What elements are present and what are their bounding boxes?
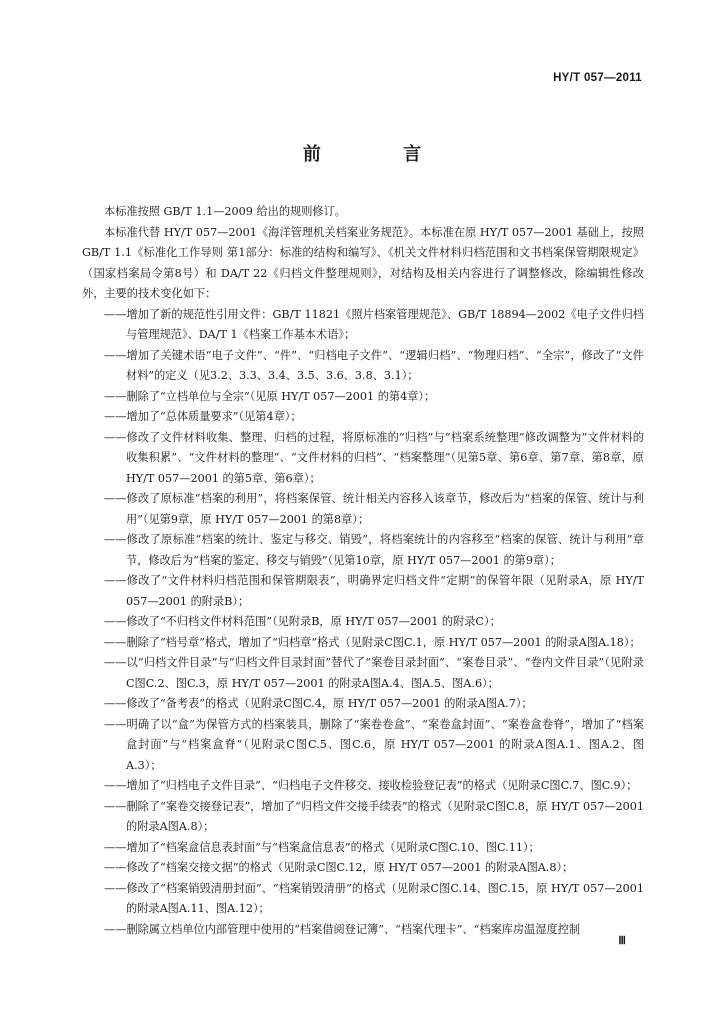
change-item: ——修改了“备考表”的格式（见附录C图C.4，原 HY/T 057—2001 的附录A图A.7）； bbox=[104, 697, 533, 710]
change-item: ——增加了“档案盒信息表封面”与“档案盒信息表”的格式（见附录C图C.10、图C.11）； bbox=[104, 840, 540, 854]
change-item: ——修改了“档案销毁清册封面”、“档案销毁清册”的格式（见附录C图C.14、图C.15，原 HY/T 057—2001 的附录A图A.11、图A.12）； bbox=[104, 881, 644, 915]
change-item: ——删除属立档单位内部管理中使用的“档案借阅登记簿”、“档案代理卡”、“档案库房温湿度控制 bbox=[104, 922, 581, 936]
change-item: ——修改了“文件材料归档范围和保管期限表”，明确界定归档文件“定期”的保管年限（见附录A，原 HY/T 057—2001 的附录B）； bbox=[104, 574, 644, 608]
page-number: Ⅲ bbox=[618, 935, 626, 947]
change-item: ——删除了“档号章”格式，增加了“归档章”格式（见附录C图C.1，原 HY/T 057—2001 的附录A图A.18）； bbox=[104, 635, 641, 649]
change-item: ——删除了“立档单位与全宗”（见原 HY/T 057—2001 的第4章）； bbox=[104, 389, 436, 403]
foreword-body bbox=[82, 202, 644, 940]
change-item: ——增加了“归档电子文件目录”、“归档电子文件移交、接收检验登记表”的格式（见附录C图C.7、图C.9）； bbox=[104, 779, 638, 792]
change-item: ——修改了原标准“档案的利用”，将档案保管、统计相关内容移入该章节，修改后为“档案的保管、统计与利用”（见第9章，原 HY/T 057—2001 的第8章）； bbox=[104, 492, 644, 526]
change-item: ——修改了“不归档文件材料范围”（见附录B，原 HY/T 057—2001 的附录C）； bbox=[104, 615, 501, 628]
change-item: ——增加了“总体质量要求”（见第4章）； bbox=[104, 410, 302, 423]
change-item: ——修改了文件材料收集、整理、归档的过程，将原标准的“归档”与“档案系统整理”修改调整为“文件材料的收集积累”、“文件材料的整理”、“文件材料的归档”、“档案整理”（见第5章、第6章、第7章、第8章，原 HY/T 057—2001 的第5章、第6章）； bbox=[104, 430, 644, 485]
change-item: ——增加了关键术语“电子文件”、“件”、“归档电子文件”、“逻辑归档”、“物理归档”、“全宗”，修改了“文件材料”的定义（见3.2、3.3、3.4、3.5、3.6、3.8、3.1）； bbox=[104, 348, 644, 382]
change-item: ——以“归档文件目录”与“归档文件目录封面”替代了“案卷目录封面”、“案卷目录”、“卷内文件目录”（见附录C图C.2、图C.3，原 HY/T 057—2001 的附录A图A.4、图A.5、图A.6）； bbox=[104, 656, 644, 690]
change-item: ——明确了以“盒”为保管方式的档案装具，删除了“案卷卷盒”、“案卷盒封面”、“案卷盒卷脊”，增加了“档案盒封面”与“档案盒脊”（见附录C图C.5、图C.6，原 HY/T 057—2001 的附录A图A.1、图A.2、图A.3）； bbox=[104, 717, 644, 772]
change-item: ——修改了“档案交接文据”的格式（见附录C图C.12，原 HY/T 057—2001 的附录A图A.8）； bbox=[104, 861, 574, 874]
page-title: 前 言 bbox=[302, 144, 460, 165]
change-item: ——增加了新的规范性引用文件：GB/T 11821《照片档案管理规范》、GB/T 18894—2002《电子文件归档与管理规范》、DA/T 1《档案工作基本术语》； bbox=[104, 307, 644, 341]
standard-code-header: HY/T 057—2011 bbox=[553, 72, 642, 84]
intro-paragraph-2: 本标准代替 HY/T 057—2001《海洋管理机关档案业务规范》。本标准在原 HY/T 057—2001 基础上，按照 GB/T 1.1《标准化工作导则 第1部分：标准的结构和编写》、《机关文件材料归档范围和文书档案保管期限规定》（国家档案局令第8号）和 DA/T 22《归档文件整理规则》，对结构及相关内容进行了调整修改，除编辑性修改外，主要的技术变化如下： bbox=[82, 225, 644, 300]
intro-paragraph-1: 本标准按照 GB/T 1.1—2009 给出的规则修订。 bbox=[104, 205, 346, 218]
change-item: ——删除了“案卷交接登记表”，增加了“归档文件交接手续表”的格式（见附录C图C.8，原 HY/T 057—2001 的附录A图A.8）； bbox=[104, 799, 644, 833]
change-item: ——修改了原标准“档案的统计、鉴定与移交、销毁”，将档案统计的内容移至“档案的保管、统计与利用”章节，修改后为“档案的鉴定、移交与销毁”（见第10章，原 HY/T 057—2001 的第9章）； bbox=[104, 533, 644, 567]
